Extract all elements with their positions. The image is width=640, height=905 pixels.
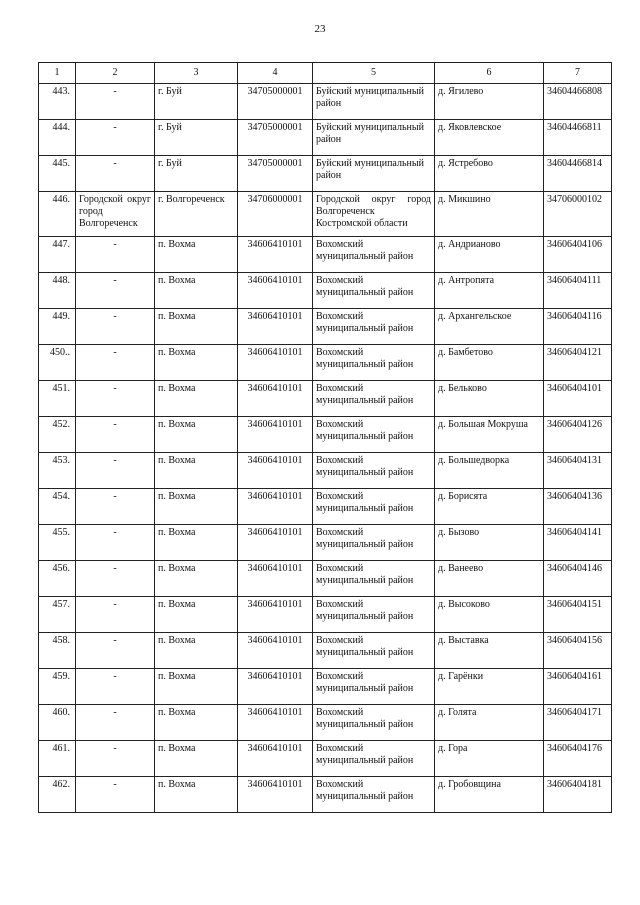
table-row (39, 237, 612, 273)
district-cell: - (76, 84, 155, 120)
code-cell: 34606410101 (238, 633, 313, 669)
oktmo-cell: 34606404131 (544, 453, 612, 489)
settlement-cell: д. Борисята (435, 489, 544, 525)
column-number-6: 6 (435, 63, 544, 84)
table-row (39, 453, 612, 489)
row-number: 446. (39, 192, 76, 237)
table-row (39, 561, 612, 597)
oktmo-cell: 34604466814 (544, 156, 612, 192)
row-number: 456. (39, 561, 76, 597)
municipality-cell: Вохомский муниципальный район (313, 489, 435, 525)
municipality-cell: Вохомский муниципальный район (313, 453, 435, 489)
row-number: 455. (39, 525, 76, 561)
settlement-cell: д. Микшино (435, 192, 544, 237)
district-cell: - (76, 561, 155, 597)
code-cell: 34606410101 (238, 741, 313, 777)
table-row (39, 705, 612, 741)
table-row (39, 345, 612, 381)
center-cell: п. Вохма (155, 669, 238, 705)
center-cell: г. Волгореченск (155, 192, 238, 237)
oktmo-cell: 34606404141 (544, 525, 612, 561)
oktmo-cell: 34606404161 (544, 669, 612, 705)
district-cell: - (76, 489, 155, 525)
table-row (39, 633, 612, 669)
oktmo-cell: 34706000102 (544, 192, 612, 237)
district-cell: - (76, 669, 155, 705)
table-row (39, 741, 612, 777)
column-number-5: 5 (313, 63, 435, 84)
municipality-cell: Вохомский муниципальный район (313, 273, 435, 309)
table-row (39, 84, 612, 120)
row-number: 459. (39, 669, 76, 705)
code-cell: 34606410101 (238, 561, 313, 597)
code-cell: 34606410101 (238, 597, 313, 633)
settlement-cell: д. Андрианово (435, 237, 544, 273)
center-cell: п. Вохма (155, 345, 238, 381)
municipality-cell: Вохомский муниципальный район (313, 669, 435, 705)
oktmo-cell: 34604466811 (544, 120, 612, 156)
column-number-7: 7 (544, 63, 612, 84)
oktmo-cell: 34606404171 (544, 705, 612, 741)
oktmo-cell: 34606404116 (544, 309, 612, 345)
table-row (39, 597, 612, 633)
row-number: 445. (39, 156, 76, 192)
oktmo-cell: 34604466808 (544, 84, 612, 120)
center-cell: п. Вохма (155, 633, 238, 669)
oktmo-cell: 34606404101 (544, 381, 612, 417)
center-cell: п. Вохма (155, 273, 238, 309)
district-cell: - (76, 741, 155, 777)
table-row (39, 273, 612, 309)
code-cell: 34606410101 (238, 273, 313, 309)
center-cell: п. Вохма (155, 453, 238, 489)
district-cell: Городской округ город Волгореченск (76, 192, 155, 237)
oktmo-cell: 34606404121 (544, 345, 612, 381)
oktmo-cell: 34606404146 (544, 561, 612, 597)
row-number: 453. (39, 453, 76, 489)
code-cell: 34606410101 (238, 345, 313, 381)
table-body (39, 84, 612, 813)
municipality-cell: Вохомский муниципальный район (313, 417, 435, 453)
district-cell: - (76, 237, 155, 273)
settlement-cell: д. Бамбетово (435, 345, 544, 381)
municipality-cell: Вохомский муниципальный район (313, 309, 435, 345)
settlement-cell: д. Ягилево (435, 84, 544, 120)
table-row (39, 777, 612, 813)
code-cell: 34706000001 (238, 192, 313, 237)
municipality-cell: Буйский муниципальный район (313, 120, 435, 156)
settlement-cell: д. Гробовщина (435, 777, 544, 813)
settlement-cell: д. Гарёнки (435, 669, 544, 705)
district-cell: - (76, 156, 155, 192)
row-number: 447. (39, 237, 76, 273)
center-cell: п. Вохма (155, 705, 238, 741)
code-cell: 34606410101 (238, 777, 313, 813)
row-number: 444. (39, 120, 76, 156)
row-number: 450.. (39, 345, 76, 381)
oktmo-cell: 34606404181 (544, 777, 612, 813)
center-cell: п. Вохма (155, 417, 238, 453)
row-number: 449. (39, 309, 76, 345)
table-row (39, 669, 612, 705)
oktmo-cell: 34606404151 (544, 597, 612, 633)
district-cell: - (76, 597, 155, 633)
column-number-4: 4 (238, 63, 313, 84)
settlement-cell: д. Ястребово (435, 156, 544, 192)
code-cell: 34606410101 (238, 489, 313, 525)
municipality-cell: Вохомский муниципальный район (313, 561, 435, 597)
municipality-cell: Буйский муниципальный район (313, 156, 435, 192)
municipality-cell: Буйский муниципальный район (313, 84, 435, 120)
code-cell: 34606410101 (238, 669, 313, 705)
district-cell: - (76, 633, 155, 669)
municipality-cell: Вохомский муниципальный район (313, 777, 435, 813)
center-cell: п. Вохма (155, 489, 238, 525)
row-number: 451. (39, 381, 76, 417)
row-number: 462. (39, 777, 76, 813)
municipality-cell: Вохомский муниципальный район (313, 705, 435, 741)
column-number-row (39, 63, 612, 84)
district-cell: - (76, 777, 155, 813)
center-cell: г. Буй (155, 120, 238, 156)
settlement-cell: д. Бызово (435, 525, 544, 561)
municipality-cell: Вохомский муниципальный район (313, 381, 435, 417)
row-number: 448. (39, 273, 76, 309)
settlement-cell: д. Архангельское (435, 309, 544, 345)
center-cell: п. Вохма (155, 525, 238, 561)
settlement-cell: д. Выставка (435, 633, 544, 669)
settlement-cell: д. Гора (435, 741, 544, 777)
district-cell: - (76, 309, 155, 345)
row-number: 454. (39, 489, 76, 525)
oktmo-cell: 34606404176 (544, 741, 612, 777)
settlement-cell: д. Яковлевское (435, 120, 544, 156)
table-row (39, 156, 612, 192)
center-cell: п. Вохма (155, 381, 238, 417)
code-cell: 34606410101 (238, 705, 313, 741)
table-row (39, 489, 612, 525)
municipality-cell: Вохомский муниципальный район (313, 597, 435, 633)
oktmo-cell: 34606404106 (544, 237, 612, 273)
code-cell: 34705000001 (238, 156, 313, 192)
district-cell: - (76, 381, 155, 417)
page-number: 23 (314, 23, 326, 35)
table-row (39, 381, 612, 417)
row-number: 452. (39, 417, 76, 453)
center-cell: п. Вохма (155, 741, 238, 777)
table-row (39, 417, 612, 453)
district-cell: - (76, 345, 155, 381)
oktmo-cell: 34606404111 (544, 273, 612, 309)
code-cell: 34606410101 (238, 525, 313, 561)
settlement-cell: д. Ванеево (435, 561, 544, 597)
district-cell: - (76, 705, 155, 741)
settlements-table (38, 62, 612, 813)
center-cell: п. Вохма (155, 597, 238, 633)
district-cell: - (76, 453, 155, 489)
settlement-cell: д. Большедворка (435, 453, 544, 489)
code-cell: 34606410101 (238, 237, 313, 273)
center-cell: г. Буй (155, 156, 238, 192)
municipality-cell: Вохомский муниципальный район (313, 741, 435, 777)
center-cell: п. Вохма (155, 237, 238, 273)
code-cell: 34606410101 (238, 381, 313, 417)
column-number-2: 2 (76, 63, 155, 84)
code-cell: 34705000001 (238, 84, 313, 120)
district-cell: - (76, 120, 155, 156)
code-cell: 34606410101 (238, 453, 313, 489)
column-number-1: 1 (39, 63, 76, 84)
municipality-cell: Городской округ город Волгореченск Костромской области (313, 192, 435, 237)
settlement-cell: д. Высоково (435, 597, 544, 633)
district-cell: - (76, 525, 155, 561)
table-row (39, 525, 612, 561)
settlement-cell: д. Антропята (435, 273, 544, 309)
center-cell: п. Вохма (155, 561, 238, 597)
row-number: 458. (39, 633, 76, 669)
oktmo-cell: 34606404136 (544, 489, 612, 525)
center-cell: г. Буй (155, 84, 238, 120)
table-row (39, 120, 612, 156)
oktmo-cell: 34606404156 (544, 633, 612, 669)
center-cell: п. Вохма (155, 777, 238, 813)
center-cell: п. Вохма (155, 309, 238, 345)
code-cell: 34606410101 (238, 309, 313, 345)
code-cell: 34606410101 (238, 417, 313, 453)
municipality-cell: Вохомский муниципальный район (313, 633, 435, 669)
row-number: 460. (39, 705, 76, 741)
municipality-cell: Вохомский муниципальный район (313, 525, 435, 561)
district-cell: - (76, 417, 155, 453)
municipality-cell: Вохомский муниципальный район (313, 345, 435, 381)
table-row (39, 192, 612, 237)
table-row (39, 309, 612, 345)
oktmo-cell: 34606404126 (544, 417, 612, 453)
district-cell: - (76, 273, 155, 309)
row-number: 457. (39, 597, 76, 633)
settlement-cell: д. Бельково (435, 381, 544, 417)
municipality-cell: Вохомский муниципальный район (313, 237, 435, 273)
row-number: 443. (39, 84, 76, 120)
column-number-3: 3 (155, 63, 238, 84)
settlement-cell: д. Большая Мокруша (435, 417, 544, 453)
row-number: 461. (39, 741, 76, 777)
code-cell: 34705000001 (238, 120, 313, 156)
settlement-cell: д. Голята (435, 705, 544, 741)
